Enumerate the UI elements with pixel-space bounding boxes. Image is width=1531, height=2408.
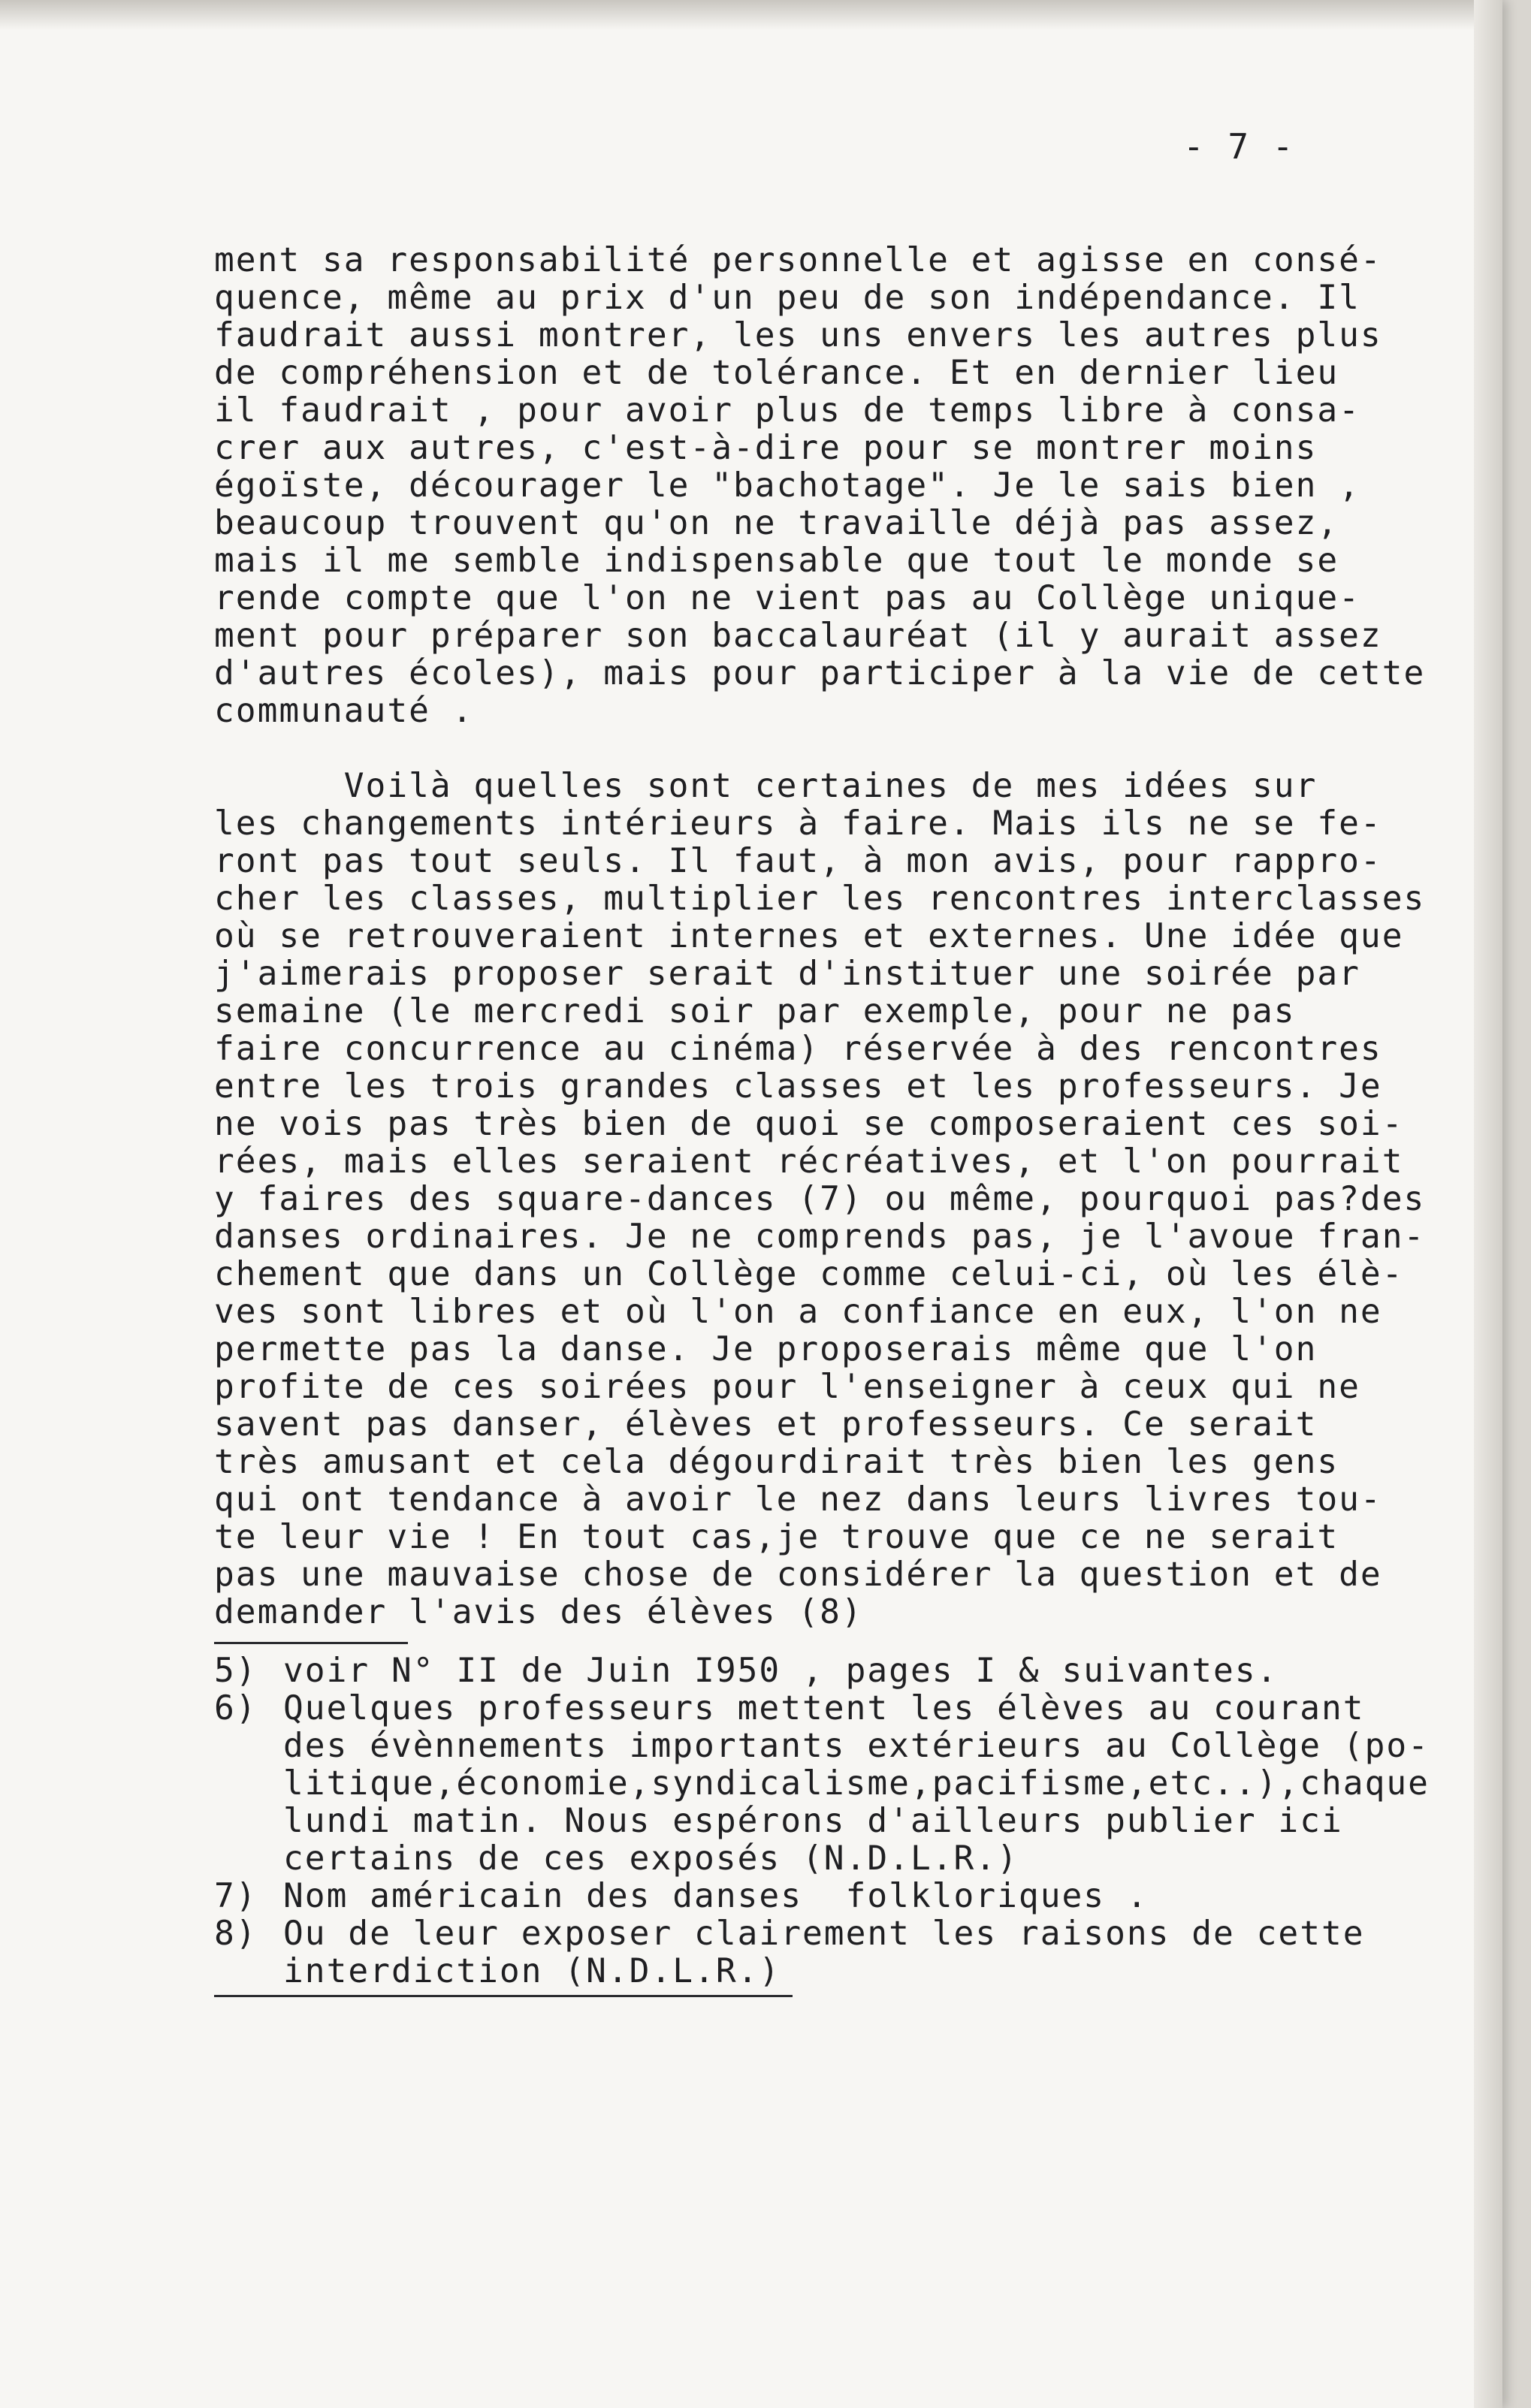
footnote-text: voir N° II de Juin I950 , pages I & suivantes. bbox=[283, 1652, 1279, 1690]
footnote-marker: 8) bbox=[214, 1915, 258, 1953]
page-number: - 7 - bbox=[1183, 126, 1295, 167]
footnote-marker: 6) bbox=[214, 1689, 258, 1728]
page-right-edge bbox=[1474, 0, 1502, 2408]
body-paragraph-1: ment sa responsabilité personnelle et agisse en consé- quence, même au prix d'un peu de son indépendance. Il faudrait aussi montrer, les uns envers les autres plus de compréhension et de tolérance. Et en dernier lieu il faudrait , pour avoir plus de temps libre à consa- crer aux autres, c'est-à-dire pour se montrer moins égoïste, décourager le "bachotage". Je le sais bien , beaucoup trouvent qu'on ne travaille déjà pas assez, mais il me semble indispensable que tout le monde se rende compte que l'on ne vient pas au Collège unique- ment pour préparer son baccalauréat (il y aurait assez d'autres écoles), mais pour participer à la vie de cette communauté . bbox=[214, 241, 1426, 730]
footnote-6 bbox=[214, 1690, 1430, 1878]
footnotes-end-rule bbox=[214, 1995, 793, 1997]
footnotes-list bbox=[214, 1652, 1430, 1990]
footnote-marker: 5) bbox=[214, 1652, 258, 1690]
footnote-text: Quelques professeurs mettent les élèves au courant des évènnements importants extérieurs au Collège (po- litique,économie,syndicalisme,pacifisme,etc..),chaque lundi matin. Nous espérons d'ailleurs publier ici certains de ces exposés (N.D.L.R.) bbox=[283, 1689, 1430, 1878]
footnote-5 bbox=[214, 1652, 1430, 1690]
footnote-separator-rule bbox=[214, 1642, 408, 1644]
footnote-text: Ou de leur exposer clairement les raisons de cette interdiction (N.D.L.R.) bbox=[283, 1915, 1365, 1990]
page-top-edge bbox=[0, 0, 1502, 30]
footnote-text: Nom américain des danses folkloriques . bbox=[283, 1877, 1149, 1915]
footnote-7 bbox=[214, 1878, 1430, 1915]
footnote-8 bbox=[214, 1915, 1430, 1990]
body-paragraph-2: Voilà quelles sont certaines de mes idées sur les changements intérieurs à faire. Mais ils ne se fe- ront pas tout seuls. Il faut, à mon avis, pour rappro- cher les classes, multiplier les rencontres interclasses où se retrouveraient internes et externes. Une idée que j'aimerais proposer serait d'instituer une soirée par semaine (le mercredi soir par exemple, pour ne pas faire concurrence au cinéma) réservée à des rencontres entre les trois grandes classes et les professeurs. Je ne vois pas très bien de quoi se composeraient ces soi- rées, mais elles seraient récréatives, et l'on pourrait y faires des square-dances (7) ou même, pourquoi pas?des danses ordinaires. Je ne comprends pas, je l'avoue fran- chement que dans un Collège comme celui-ci, où les élè- ves sont libres et où l'on a confiance en eux, l'on ne permette pas la danse. Je proposerais même que l'on profite de ces soirées pour l'enseigner à ceux qui ne savent pas danser, élèves et professeurs. Ce serait très amusant et cela dégourdirait très bien les gens qui ont tendance à avoir le nez dans leurs livres tou- te leur vie ! En tout cas,je trouve que ce ne serait pas une mauvaise chose de considérer la question et de demander l'avis des élèves (8) bbox=[214, 767, 1426, 1631]
footnote-marker: 7) bbox=[214, 1877, 258, 1915]
